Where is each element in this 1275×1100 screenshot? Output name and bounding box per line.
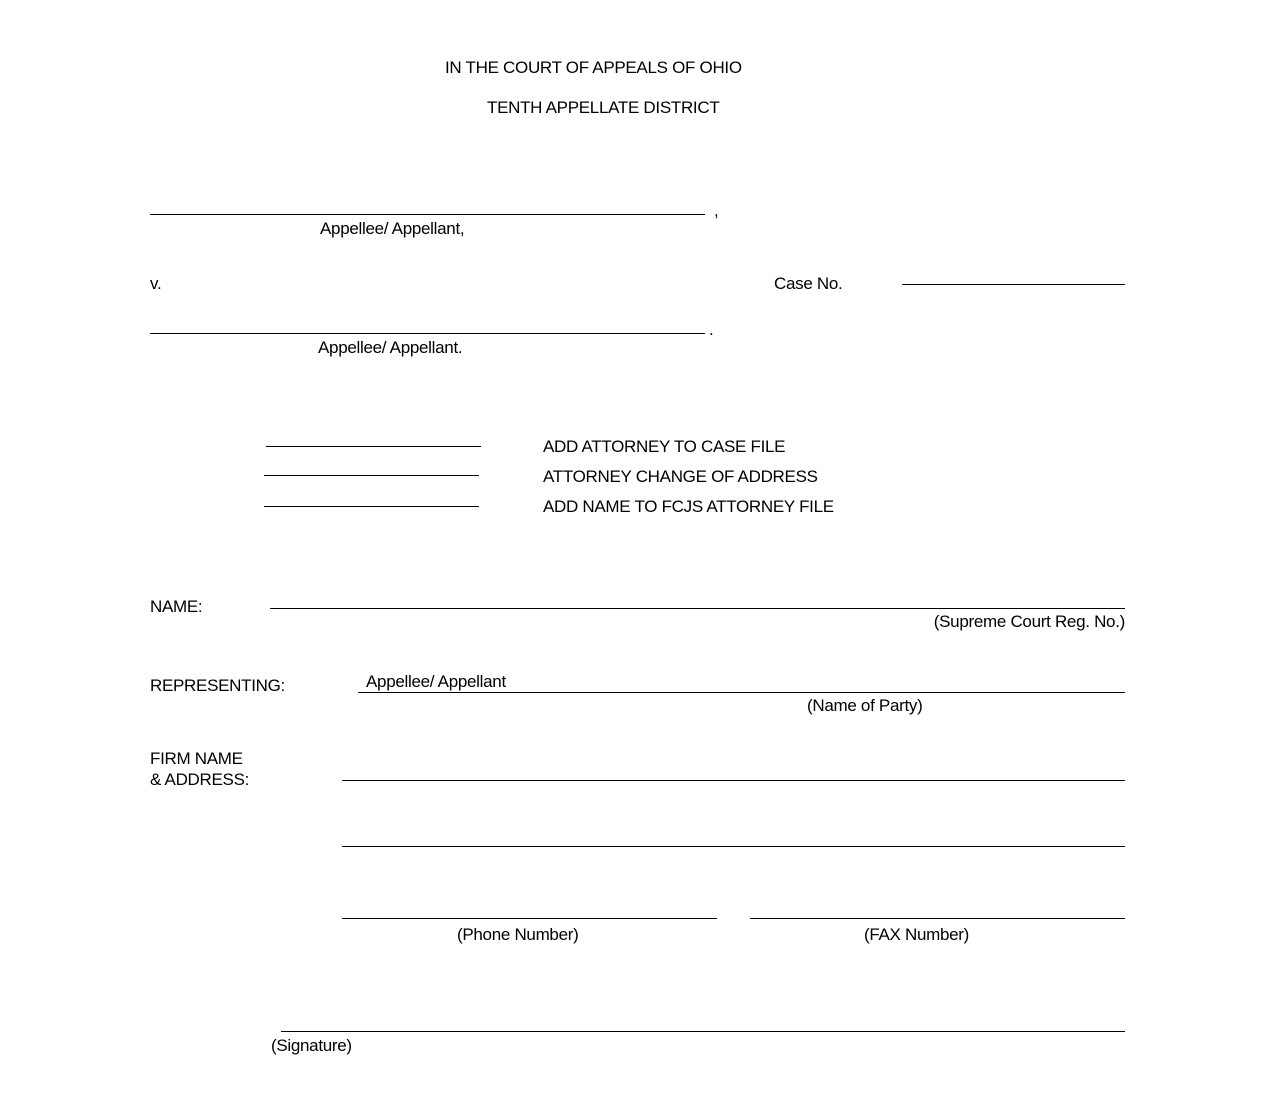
option-add-attorney-check-line[interactable] bbox=[266, 446, 481, 447]
firm-label-line1: FIRM NAME bbox=[150, 749, 243, 768]
option-add-name-fcjs-label: ADD NAME TO FCJS ATTORNEY FILE bbox=[543, 497, 834, 516]
versus-label: v. bbox=[150, 274, 162, 293]
firm-label-line2: & ADDRESS: bbox=[150, 770, 250, 789]
option-change-address-check-line[interactable] bbox=[264, 475, 479, 476]
district-title: TENTH APPELLATE DISTRICT bbox=[487, 98, 720, 117]
party1-role-label: Appellee/ Appellant, bbox=[320, 219, 465, 238]
option-change-address-label: ATTORNEY CHANGE OF ADDRESS bbox=[543, 467, 818, 486]
name-label: NAME: bbox=[150, 597, 203, 616]
phone-hint: (Phone Number) bbox=[457, 925, 579, 944]
signature-line[interactable] bbox=[281, 1031, 1125, 1032]
representing-line[interactable] bbox=[358, 692, 1125, 693]
representing-hint: (Name of Party) bbox=[807, 696, 923, 715]
party2-punctuation: . bbox=[709, 320, 714, 339]
representing-label: REPRESENTING: bbox=[150, 676, 285, 695]
party2-name-line[interactable] bbox=[150, 333, 705, 334]
option-add-name-fcjs-check-line[interactable] bbox=[264, 506, 479, 507]
representing-value: Appellee/ Appellant bbox=[366, 672, 506, 691]
party2-role-label: Appellee/ Appellant. bbox=[318, 338, 463, 357]
name-line[interactable] bbox=[270, 608, 1125, 609]
party1-punctuation: , bbox=[714, 201, 719, 220]
case-no-label: Case No. bbox=[774, 274, 843, 293]
phone-line[interactable] bbox=[342, 918, 717, 919]
case-no-line[interactable] bbox=[902, 284, 1125, 285]
name-hint: (Supreme Court Reg. No.) bbox=[933, 612, 1125, 631]
firm-address-line-1[interactable] bbox=[342, 780, 1125, 781]
option-add-attorney-label: ADD ATTORNEY TO CASE FILE bbox=[543, 437, 786, 456]
fax-line[interactable] bbox=[750, 918, 1125, 919]
firm-address-line-2[interactable] bbox=[342, 846, 1125, 847]
signature-hint: (Signature) bbox=[271, 1036, 352, 1055]
party1-name-line[interactable] bbox=[150, 214, 705, 215]
fax-hint: (FAX Number) bbox=[864, 925, 970, 944]
court-title: IN THE COURT OF APPEALS OF OHIO bbox=[445, 58, 742, 77]
